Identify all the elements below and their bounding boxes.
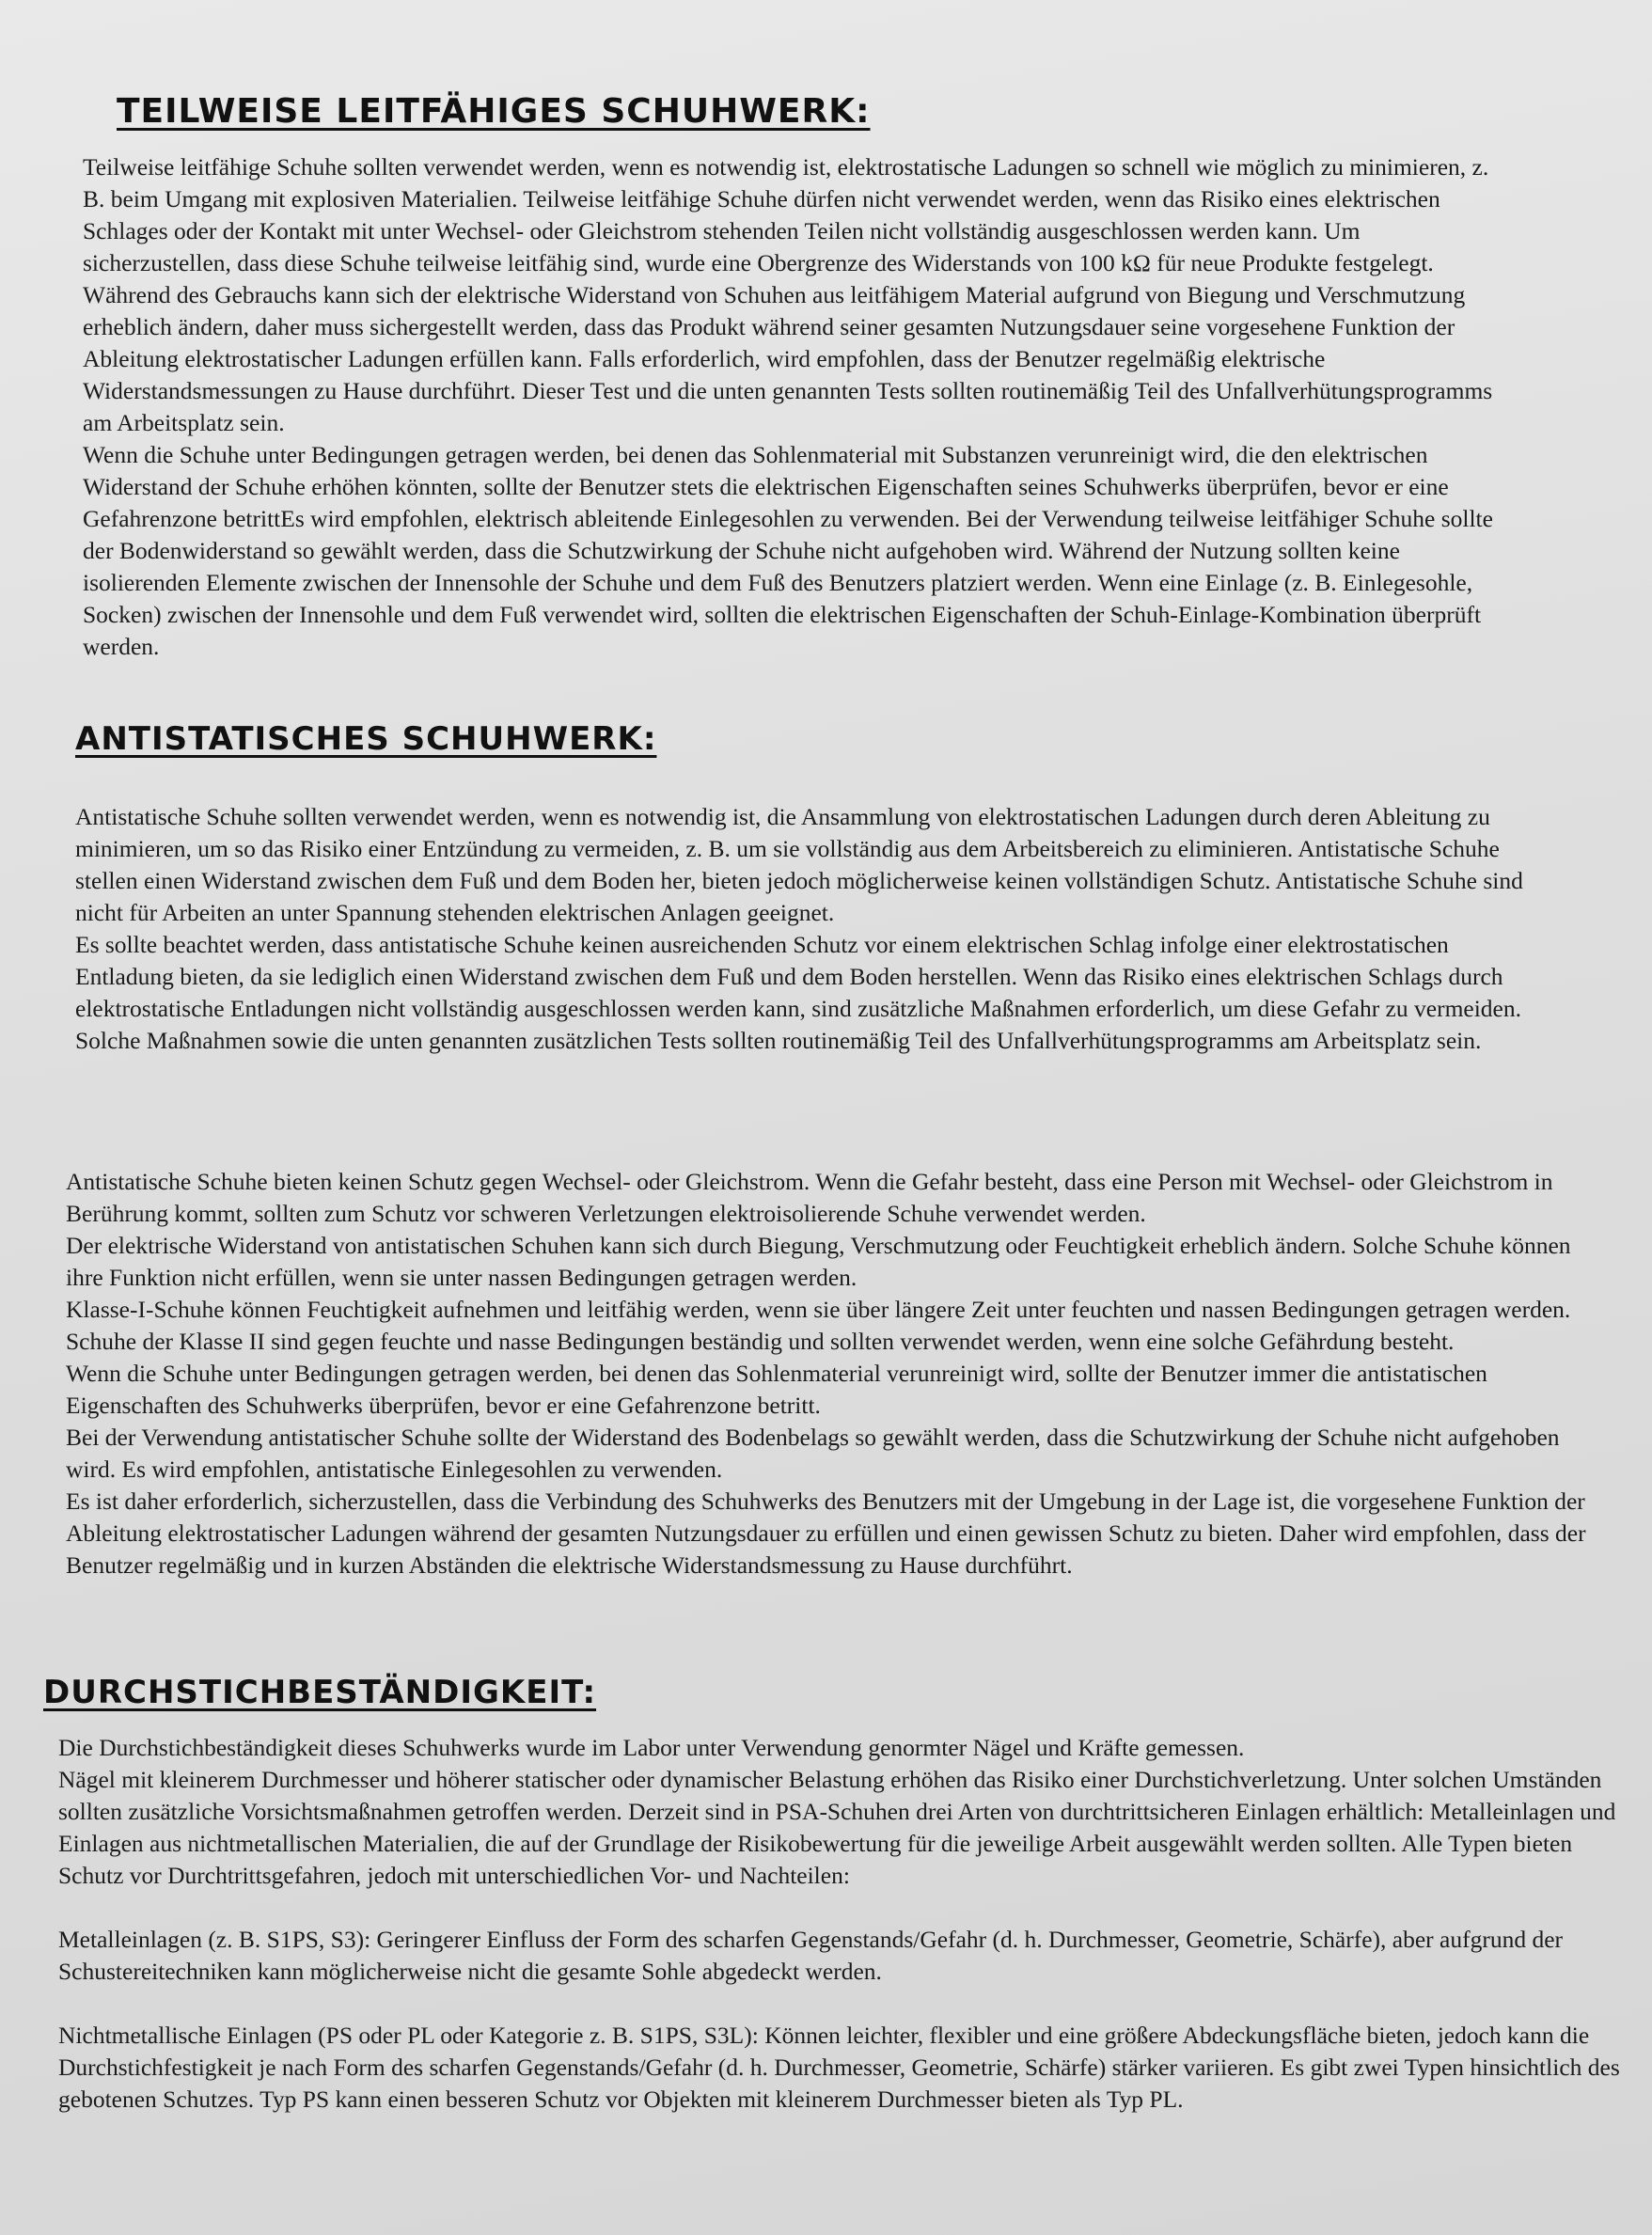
paragraph: Während des Gebrauchs kann sich der elektrische Widerstand von Schuhen aus leitfähigem Material aufgrund von Biegung und Verschmutzung erheblich ändern, daher muss sichergestellt werden, dass das Produkt während seiner gesamten Nutzungsdauer seine vorgesehene Funktion der Ableitung elektrostatischer Ladungen erfüllen kann. Falls erforderlich, wird empfohlen, dass der Benutzer regelmäßig elektrische Widerstandsmessungen zu Hause durchführt. Dieser Test und die unten genannten Tests sollten routinemäßig Teil des Unfallverhütungsprogramms am Arbeitsplatz sein.	[83, 281, 1493, 436]
paragraph: Antistatische Schuhe bieten keinen Schutz gegen Wechsel- oder Gleichstrom. Wenn die Gefahr besteht, dass eine Person mit Wechsel- oder Gleichstrom in Berührung kommt, sollten zum Schutz vor schweren Verletzungen elektroisolierende Schuhe verwendet werden.	[66, 1168, 1553, 1227]
paragraph: Es sollte beachtet werden, dass antistatische Schuhe keinen ausreichenden Schutz vor einem elektrischen Schlag infolge einer elektrostatischen Entladung bieten, da sie lediglich einen Widerstand zwischen dem Fuß und dem Boden herstellen. Wenn das Risiko eines elektrischen Schlags durch elektrostatische Entladungen nicht vollständig ausgeschlossen werden kann, sind zusätzliche Maßnahmen erforderlich, um diese Gefahr zu vermeiden. Solche Maßnahmen sowie die unten genannten zusätzlichen Tests sollten routinemäßig Teil des Unfallverhütungsprogramms am Arbeitsplatz sein.	[75, 931, 1521, 1054]
paragraph-gap	[43, 1892, 1623, 1924]
paragraph: Die Durchstichbeständigkeit dieses Schuhwerks wurde im Labor unter Verwendung genormter Nägel und Kräfte gemessen.	[58, 1734, 1245, 1761]
paragraph: Metalleinlagen (z. B. S1PS, S3): Geringerer Einfluss der Form des scharfen Gegenstands/Gefahr (d. h. Durchmesser, Geometrie, Schärfe), aber aufgrund der Schustereitechniken kann möglicherweise nicht die gesamte Sohle abgedeckt werden.	[58, 1926, 1564, 1985]
section-puncture-resistance	[43, 1674, 1623, 2116]
paragraph: Nägel mit kleinerem Durchmesser und höherer statischer oder dynamischer Belastung erhöhen das Risiko einer Durchstichverletzung. Unter solchen Umständen sollten zusätzliche Vorsichtsmaßnahmen getroffen werden. Derzeit sind in PSA-Schuhen drei Arten von durchtrittsicheren Einlagen erhältlich: Metalleinlagen und Einlagen aus nichtmetallischen Materialien, die auf der Grundlage der Risikobewertung für die jeweilige Arbeit ausgewählt werden sollten. Alle Typen bieten Schutz vor Durchtrittsgefahren, jedoch mit unterschiedlichen Vor- und Nachteilen:	[58, 1766, 1616, 1889]
paragraph: Wenn die Schuhe unter Bedingungen getragen werden, bei denen das Sohlenmaterial verunreinigt wird, sollte der Benutzer immer die antistatischen Eigenschaften des Schuhwerks überprüfen, bevor er eine Gefahrenzone betritt.	[66, 1360, 1487, 1419]
paragraph: Klasse-I-Schuhe können Feuchtigkeit aufnehmen und leitfähig werden, wenn sie über längere Zeit unter feuchten und nassen Bedingungen getragen werden. Schuhe der Klasse II sind gegen feuchte und nasse Bedingungen beständig und sollten verwendet werden, wenn eine solche Gefährdung besteht.	[66, 1296, 1571, 1355]
section-heading: DURCHSTICHBESTÄNDIGKEIT:	[43, 1674, 597, 1711]
paragraph-gap	[43, 1988, 1623, 2020]
paragraph: Antistatische Schuhe sollten verwendet werden, wenn es notwendig ist, die Ansammlung von elektrostatischen Ladungen durch deren Ableitung zu minimieren, um so das Risiko einer Entzündung zu vermeiden, z. B. um sie vollständig aus dem Arbeitsbereich zu eliminieren. Antistatische Schuhe stellen einen Widerstand zwischen dem Fuß und dem Boden her, bieten jedoch möglicherweise keinen vollständigen Schutz. Antistatische Schuhe sind nicht für Arbeiten an unter Spannung stehenden elektrischen Anlagen geeignet.	[75, 803, 1523, 926]
paragraph: Es ist daher erforderlich, sicherzustellen, dass die Verbindung des Schuhwerks des Benutzers mit der Umgebung in der Lage ist, die vorgesehene Funktion der Ableitung elektrostatischer Ladungen während der gesamten Nutzungsdauer zu erfüllen und einen gewissen Schutz zu bieten. Daher wird empfohlen, dass der Benutzer regelmäßig und in kurzen Abständen die elektrische Widerstandsmessung zu Hause durchführt.	[66, 1487, 1586, 1579]
paragraph: Nichtmetallische Einlagen (PS oder PL oder Kategorie z. B. S1PS, S3L): Können leichter, flexibler und eine größere Abdeckungsfläche bieten, jedoch kann die Durchstichfestigkeit je nach Form des scharfen Gegenstands/Gefahr (d. h. Durchmesser, Geometrie, Schärfe) stärker variieren. Es gibt zwei Typen hinsichtlich des gebotenen Schutzes. Typ PS kann einen besseren Schutz vor Objekten mit kleinerem Durchmesser bieten als Typ PL.	[58, 2022, 1620, 2113]
section-antistatic-notes	[66, 1166, 1589, 1582]
section-antistatic-footwear	[75, 720, 1523, 1057]
section-partially-conductive-footwear	[83, 92, 1512, 663]
paragraph: Bei der Verwendung antistatischer Schuhe sollte der Widerstand des Bodenbelags so gewählt werden, dass die Schutzwirkung der Schuhe nicht aufgehoben wird. Es wird empfohlen, antistatische Einlegesohlen zu verwenden.	[66, 1424, 1560, 1483]
paragraph: Teilweise leitfähige Schuhe sollten verwendet werden, wenn es notwendig ist, elektrostatische Ladungen so schnell wie möglich zu minimieren, z. B. beim Umgang mit explosiven Materialien. Teilweise leitfähige Schuhe dürfen nicht verwendet werden, wenn das Risiko eines elektrischen Schlages oder der Kontakt mit unter Wechsel- oder Gleichstrom stehenden Teilen nicht vollständig ausgeschlossen werden kann. Um sicherzustellen, dass diese Schuhe teilweise leitfähig sind, wurde eine Obergrenze des Widerstands von 100 kΩ für neue Produkte festgelegt.	[83, 153, 1489, 276]
paragraph: Der elektrische Widerstand von antistatischen Schuhen kann sich durch Biegung, Verschmutzung oder Feuchtigkeit erheblich ändern. Solche Schuhe können ihre Funktion nicht erfüllen, wenn sie unter nassen Bedingungen getragen werden.	[66, 1232, 1571, 1291]
section-heading: ANTISTATISCHES SCHUHWERK:	[75, 720, 657, 758]
paragraph: Wenn die Schuhe unter Bedingungen getragen werden, bei denen das Sohlenmaterial mit Substanzen verunreinigt wird, die den elektrischen Widerstand der Schuhe erhöhen könnten, sollte der Benutzer stets die elektrischen Eigenschaften seines Schuhwerks überprüfen, bevor er eine Gefahrenzone betrittEs wird empfohlen, elektrisch ableitende Einlegesohlen zu verwenden. Bei der Verwendung teilweise leitfähiger Schuhe sollte der Bodenwiderstand so gewählt werden, dass die Schutzwirkung der Schuhe nicht aufgehoben wird. Während der Nutzung sollten keine isolierenden Elemente zwischen der Innensohle der Schuhe und dem Fuß des Benutzers platziert werden. Wenn eine Einlage (z. B. Einlegesohle, Socken) zwischen der Innensohle und dem Fuß verwendet wird, sollten die elektrischen Eigenschaften der Schuh-Einlage-Kombination überprüft werden.	[83, 441, 1493, 660]
section-heading: TEILWEISE LEITFÄHIGES SCHUHWERK:	[117, 92, 871, 131]
